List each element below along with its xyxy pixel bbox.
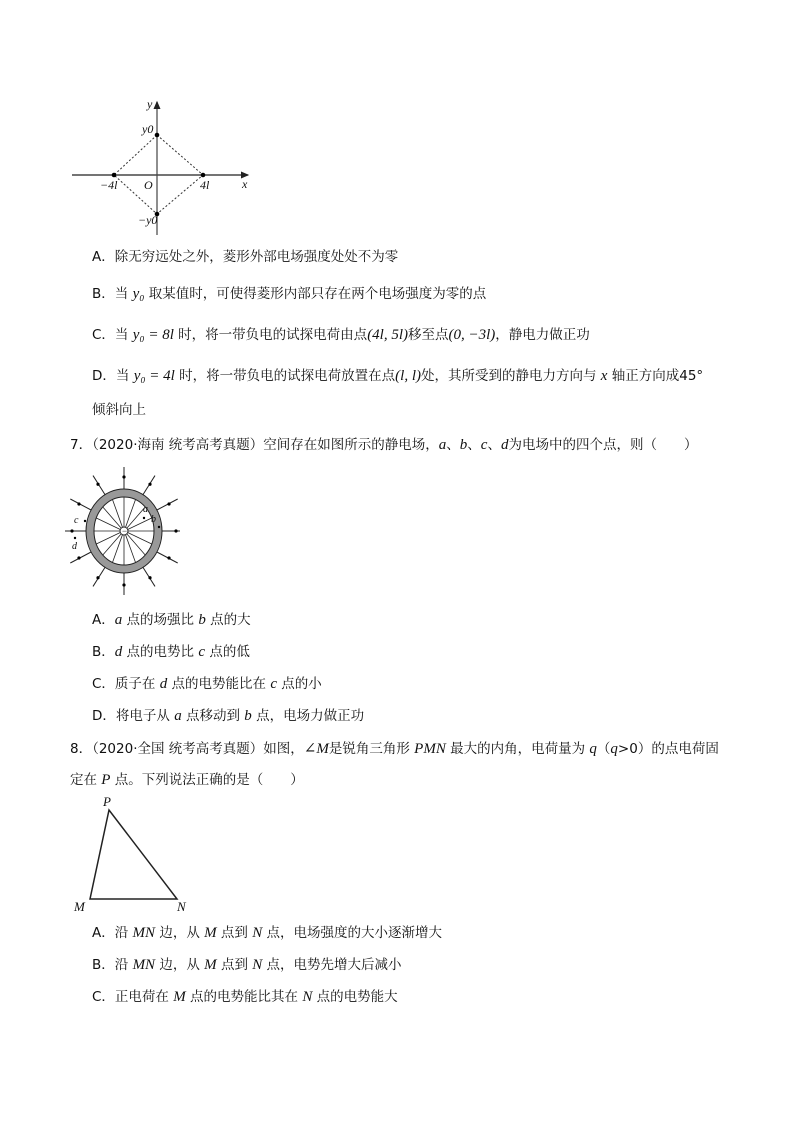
text-segment: 时，将一带负电的试探电荷放置在点 — [174, 368, 396, 384]
text-segment: 点的电势能比其在 — [185, 989, 303, 1005]
math-expression: M — [204, 925, 217, 941]
math-expression: (0, −3l) — [448, 327, 496, 343]
math-expression: ∠M — [303, 741, 329, 757]
rhombus-coordinate-figure — [60, 90, 260, 240]
x-axis-label: x — [242, 177, 248, 191]
text-segment: 为电场中的四个点，则（ ） — [508, 437, 698, 453]
math-expression: (l, l) — [395, 368, 421, 384]
field-arrow-icon — [96, 483, 99, 486]
text-segment: 、 — [446, 437, 460, 453]
text-segment: C．当 — [92, 327, 133, 343]
text-segment: A．除无穷远处之外，菱形外部电场强度处处不为零 — [92, 249, 399, 265]
q6-option-d-cont — [92, 401, 146, 419]
math-expression: d — [500, 437, 509, 453]
text-segment: D．当 — [92, 368, 134, 384]
text-segment: 最大的内角，电荷量为 — [445, 741, 590, 757]
math-expression: c — [270, 676, 277, 692]
text-segment: D．将电子从 — [92, 708, 175, 724]
math-expression: M — [173, 989, 186, 1005]
q7-option-a — [92, 611, 251, 629]
math-expression: MN — [132, 925, 156, 941]
math-expression: a — [174, 708, 182, 724]
text-segment: 取某值时，可使得菱形内部只存在两个电场强度为零的点 — [144, 286, 487, 302]
math-expression: q — [610, 741, 618, 757]
math-expression: P — [101, 772, 111, 788]
math-expression: MN — [132, 957, 156, 973]
text-segment: 点的场强比 — [122, 612, 199, 628]
math-expression: y₀ = 8l — [132, 327, 174, 343]
math-expression: q — [589, 741, 597, 757]
math-expression: N — [302, 989, 313, 1005]
field-arrow-icon — [77, 556, 80, 559]
q8-stem-line1 — [70, 740, 719, 758]
q8-option-a — [92, 924, 442, 942]
q6-option-b — [92, 285, 486, 303]
text-segment: 边，从 — [155, 925, 205, 941]
field-arrow-icon — [96, 576, 99, 579]
math-expression: (4l, 5l) — [367, 327, 409, 343]
math-expression: a — [114, 612, 123, 628]
math-expression: b — [198, 612, 206, 628]
q6-option-d — [92, 367, 703, 385]
outer-field-line — [70, 499, 91, 510]
text-segment: 点到 — [216, 925, 253, 941]
field-arrow-icon — [77, 502, 80, 505]
text-segment: 点的电势能比在 — [167, 676, 271, 692]
point-b-label: b — [151, 514, 156, 525]
text-segment: 点，电场力做正功 — [251, 708, 365, 724]
text-segment: 移至点 — [408, 327, 449, 343]
text-segment: 、 — [487, 437, 501, 453]
q8-stem-line2 — [70, 771, 304, 789]
text-segment: 点，电势先增大后减小 — [262, 957, 402, 973]
text-segment: 是锐角三角形 — [328, 741, 415, 757]
point-a-label: a — [143, 504, 148, 515]
text-segment: 点的小 — [276, 676, 322, 692]
q6-option-a — [92, 248, 398, 266]
text-segment: （ — [596, 741, 611, 757]
math-expression: y₀ = 4l — [133, 368, 175, 384]
math-expression: M — [204, 957, 217, 973]
outer-field-line — [70, 552, 91, 563]
text-segment: 点的低 — [205, 644, 250, 660]
text-segment: 点的电势能大 — [312, 989, 398, 1005]
text-segment: >0）的点电荷固 — [617, 741, 719, 757]
text-segment: A．沿 — [92, 925, 133, 941]
math-expression: x — [600, 368, 608, 384]
q8-option-b — [92, 956, 402, 974]
text-segment: B．当 — [92, 286, 133, 302]
y-axis-label: y — [147, 97, 153, 111]
math-expression: c — [198, 644, 206, 660]
text-segment: 点的电势比 — [122, 644, 199, 660]
point-c-label: c — [74, 515, 79, 526]
q7-option-b — [92, 643, 250, 661]
y0-label: y0 — [142, 122, 154, 136]
text-segment: 时，将一带负电的试探电荷由点 — [173, 327, 368, 343]
text-segment: C．质子在 — [92, 676, 160, 692]
outer-field-line — [157, 499, 178, 510]
text-segment: 边，从 — [155, 957, 205, 973]
text-segment: 点，电场强度的大小逐渐增大 — [262, 925, 443, 941]
math-expression: N — [252, 957, 263, 973]
field-arrow-icon — [122, 475, 125, 478]
text-segment: 处，其所受到的静电力方向与 — [420, 368, 601, 384]
text-segment: 点移动到 — [181, 708, 245, 724]
text-segment: C．正电荷在 — [92, 989, 174, 1005]
field-arrow-icon — [174, 529, 177, 532]
math-expression: d — [159, 676, 168, 692]
triangle-pmn-figure — [70, 793, 200, 918]
field-arrow-icon — [148, 483, 151, 486]
point-d-label: d — [72, 541, 77, 552]
text-segment: 8．（2020·全国 统考高考真题）如图， — [70, 741, 304, 757]
vertex-m-label: M — [74, 899, 85, 914]
text-segment: 点的大 — [205, 612, 251, 628]
field-arrow-icon — [122, 583, 125, 586]
text-segment: 7．（2020·海南 统考高考真题）空间存在如图所示的静电场， — [70, 437, 439, 453]
q7-option-c — [92, 675, 322, 693]
text-segment: 点到 — [216, 957, 253, 973]
math-expression: y₀ — [132, 286, 145, 302]
q6-option-c — [92, 326, 590, 344]
origin-label: O — [144, 178, 153, 192]
text-segment: 倾斜向上 — [92, 402, 146, 418]
ring-field-figure — [65, 465, 180, 600]
field-arrow-icon — [167, 502, 170, 505]
field-arrow-icon — [70, 529, 73, 532]
field-arrow-icon — [148, 576, 151, 579]
negative-charge-label: − — [122, 526, 128, 536]
text-segment: 、 — [467, 437, 481, 453]
text-segment: A． — [92, 612, 115, 628]
q8-option-c — [92, 988, 398, 1006]
math-expression: c — [480, 437, 488, 453]
vertex-n-label: N — [177, 899, 186, 914]
vertex-p-label: P — [103, 794, 111, 809]
pos4l-label: 4l — [200, 178, 210, 192]
neg-y0-label: −y0 — [138, 213, 158, 227]
math-expression: b — [244, 708, 252, 724]
text-segment: ，静电力做正功 — [495, 327, 590, 343]
math-expression: d — [114, 644, 123, 660]
text-segment: 定在 — [70, 772, 102, 788]
field-arrow-icon — [167, 556, 170, 559]
math-expression: b — [459, 437, 468, 453]
math-expression: N — [252, 925, 263, 941]
math-expression: a — [438, 437, 447, 453]
q7-option-d — [92, 707, 364, 725]
q7-stem — [70, 436, 697, 454]
text-segment: 点。下列说法正确的是（ ） — [110, 772, 304, 788]
outer-field-line — [157, 552, 178, 563]
text-segment: 轴正方向成45° — [607, 368, 704, 384]
text-segment: B．沿 — [92, 957, 133, 973]
math-expression: PMN — [414, 741, 446, 757]
neg4l-label: −4l — [100, 178, 118, 192]
text-segment: B． — [92, 644, 115, 660]
